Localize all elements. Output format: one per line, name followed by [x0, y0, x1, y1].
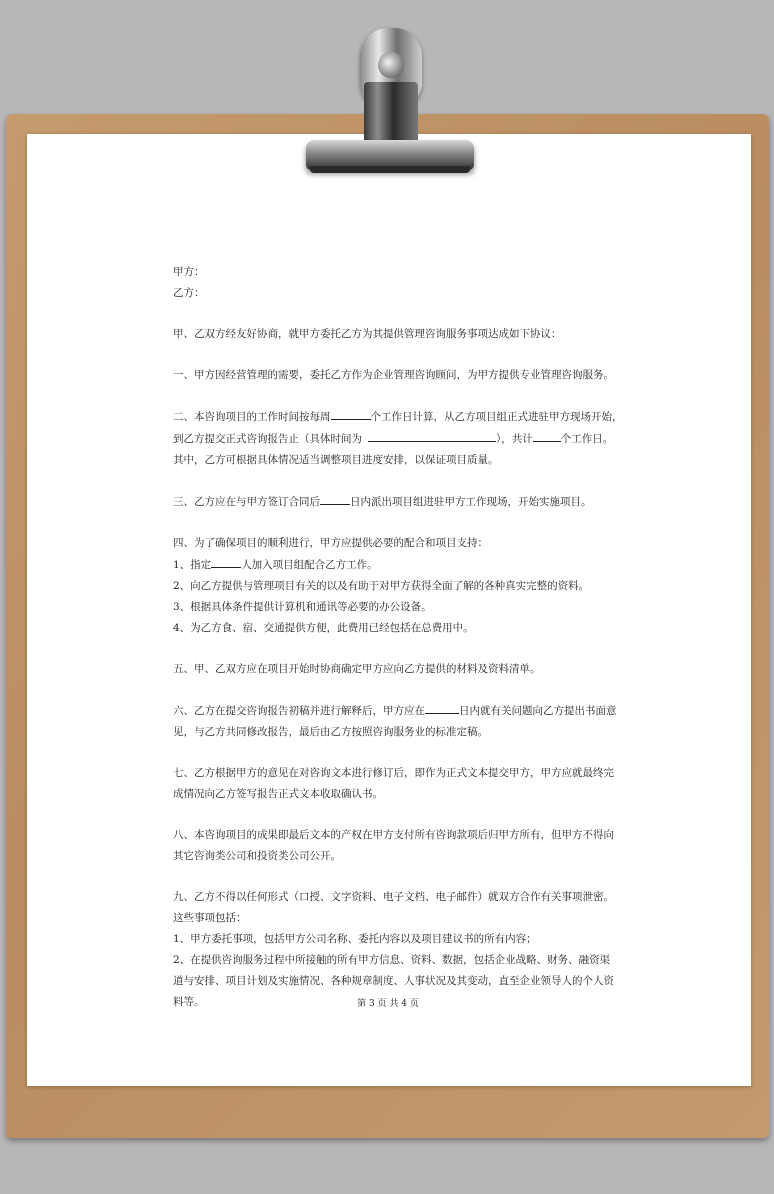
clause-8-line-1: 八、本咨询项目的成果即最后文本的产权在甲方支付所有咨询款项后归甲方所有，但甲方不得向	[173, 829, 614, 841]
clause-9-line-2: 这些事项包括：	[173, 912, 247, 924]
clip-base-edge	[310, 166, 470, 173]
blank-date-range	[368, 428, 496, 442]
clause-4-item-1-text-a: 1、指定	[173, 559, 212, 571]
clause-6-line-1	[173, 700, 617, 722]
clause-4-item-1	[173, 554, 613, 576]
clause-2-text-a: 二、本咨询项目的工作时间按每周	[173, 411, 331, 423]
clause-9-line-1: 九、乙方不得以任何形式（口授、文字资料、电子文档、电子邮件）就双方合作有关事项泄密。	[173, 891, 614, 903]
clause-2-text-d: ），共计	[496, 433, 533, 445]
clause-4-item-2: 2、向乙方提供与管理项目有关的以及有助于对甲方获得全面了解的各种真实完整的资料。	[173, 580, 590, 592]
clause-9-item-1: 1、甲方委托事项，包括甲方公司名称、委托内容以及项目建议书的所有内容；	[173, 933, 537, 945]
blank-total-days	[533, 428, 561, 442]
clause-6-text-b: 日内就有关问题向乙方提出书面意	[459, 705, 617, 717]
clause-7-line-1: 七、乙方根据甲方的意见在对咨询文本进行修订后，即作为正式文本提交甲方，甲方应就最终完	[173, 767, 614, 779]
clause-4-item-4: 4、为乙方食、宿、交通提供方便，此费用已经包括在总费用中。	[173, 622, 474, 634]
clip-arm	[364, 82, 418, 144]
blank-feedback-days	[425, 700, 459, 714]
clause-9-item-2-line-3: 料等。	[173, 996, 205, 1008]
contract-text	[173, 262, 623, 1013]
clause-2-line-3: 其中，乙方可根据具体情况适当调整项目进度安排，以保证项目质量。	[173, 454, 499, 466]
party-a-line: 甲方：	[173, 266, 205, 278]
clip-hole	[378, 52, 404, 78]
clause-3-text-a: 三、乙方应在与甲方签订合同后	[173, 496, 320, 508]
clause-5: 五、甲、乙双方应在项目开始时协商确定甲方应向乙方提供的材料及资料清单。	[173, 663, 541, 675]
clause-8-line-2: 其它咨询类公司和投资类公司公开。	[173, 850, 341, 862]
clause-7-line-2: 成情况向乙方签写报告正式文本收取确认书。	[173, 788, 383, 800]
clause-6-line-2: 见，与乙方共同修改报告，最后由乙方按照咨询服务业的标准定稿。	[173, 726, 488, 738]
clause-6-text-a: 六、乙方在提交咨询报告初稿并进行解释后，甲方应在	[173, 705, 425, 717]
blank-staff-count	[211, 554, 241, 568]
clause-3	[173, 491, 613, 513]
clause-2-text-e: 个工作日。	[560, 433, 614, 445]
clause-2-line-2	[173, 428, 613, 450]
clause-4-heading: 四、为了确保项目的顺利进行，甲方应提供必要的配合和项目支持：	[173, 537, 488, 549]
clause-9-item-2-line-1: 2、在提供咨询服务过程中所接触的所有甲方信息、资料、数据，包括企业战略、财务、融资渠	[173, 954, 611, 966]
clause-2-text-b: 个工作日计算，从乙方项目组正式进驻甲方现场开始，	[370, 411, 623, 423]
party-b-line: 乙方：	[173, 287, 205, 299]
clause-2-line-1	[173, 406, 623, 428]
clause-4-item-1-text-b: 人加入项目组配合乙方工作。	[241, 559, 378, 571]
blank-days-per-week	[331, 406, 371, 420]
clause-3-text-b: 日内派出项目组进驻甲方工作现场，开始实施项目。	[350, 496, 592, 508]
clause-9-item-2-line-2: 道与安排、项目计划及实施情况、各种规章制度、人事状况及其变动，直至企业领导人的个人资	[173, 975, 614, 987]
clause-4-item-3: 3、根据具体条件提供计算机和通讯等必要的办公设备。	[173, 601, 432, 613]
page-number: 第 3 页 共 4 页	[357, 999, 419, 1009]
intro-line: 甲、乙双方经友好协商，就甲方委托乙方为其提供管理咨询服务事项达成如下协议：	[173, 328, 562, 340]
blank-dispatch-days	[320, 491, 350, 505]
clause-1: 一、甲方因经营管理的需要，委托乙方作为企业管理咨询顾问，为甲方提供专业管理咨询服务。	[173, 369, 614, 381]
clause-2-text-c: 到乙方提交正式咨询报告止（具体时间为	[173, 433, 362, 445]
